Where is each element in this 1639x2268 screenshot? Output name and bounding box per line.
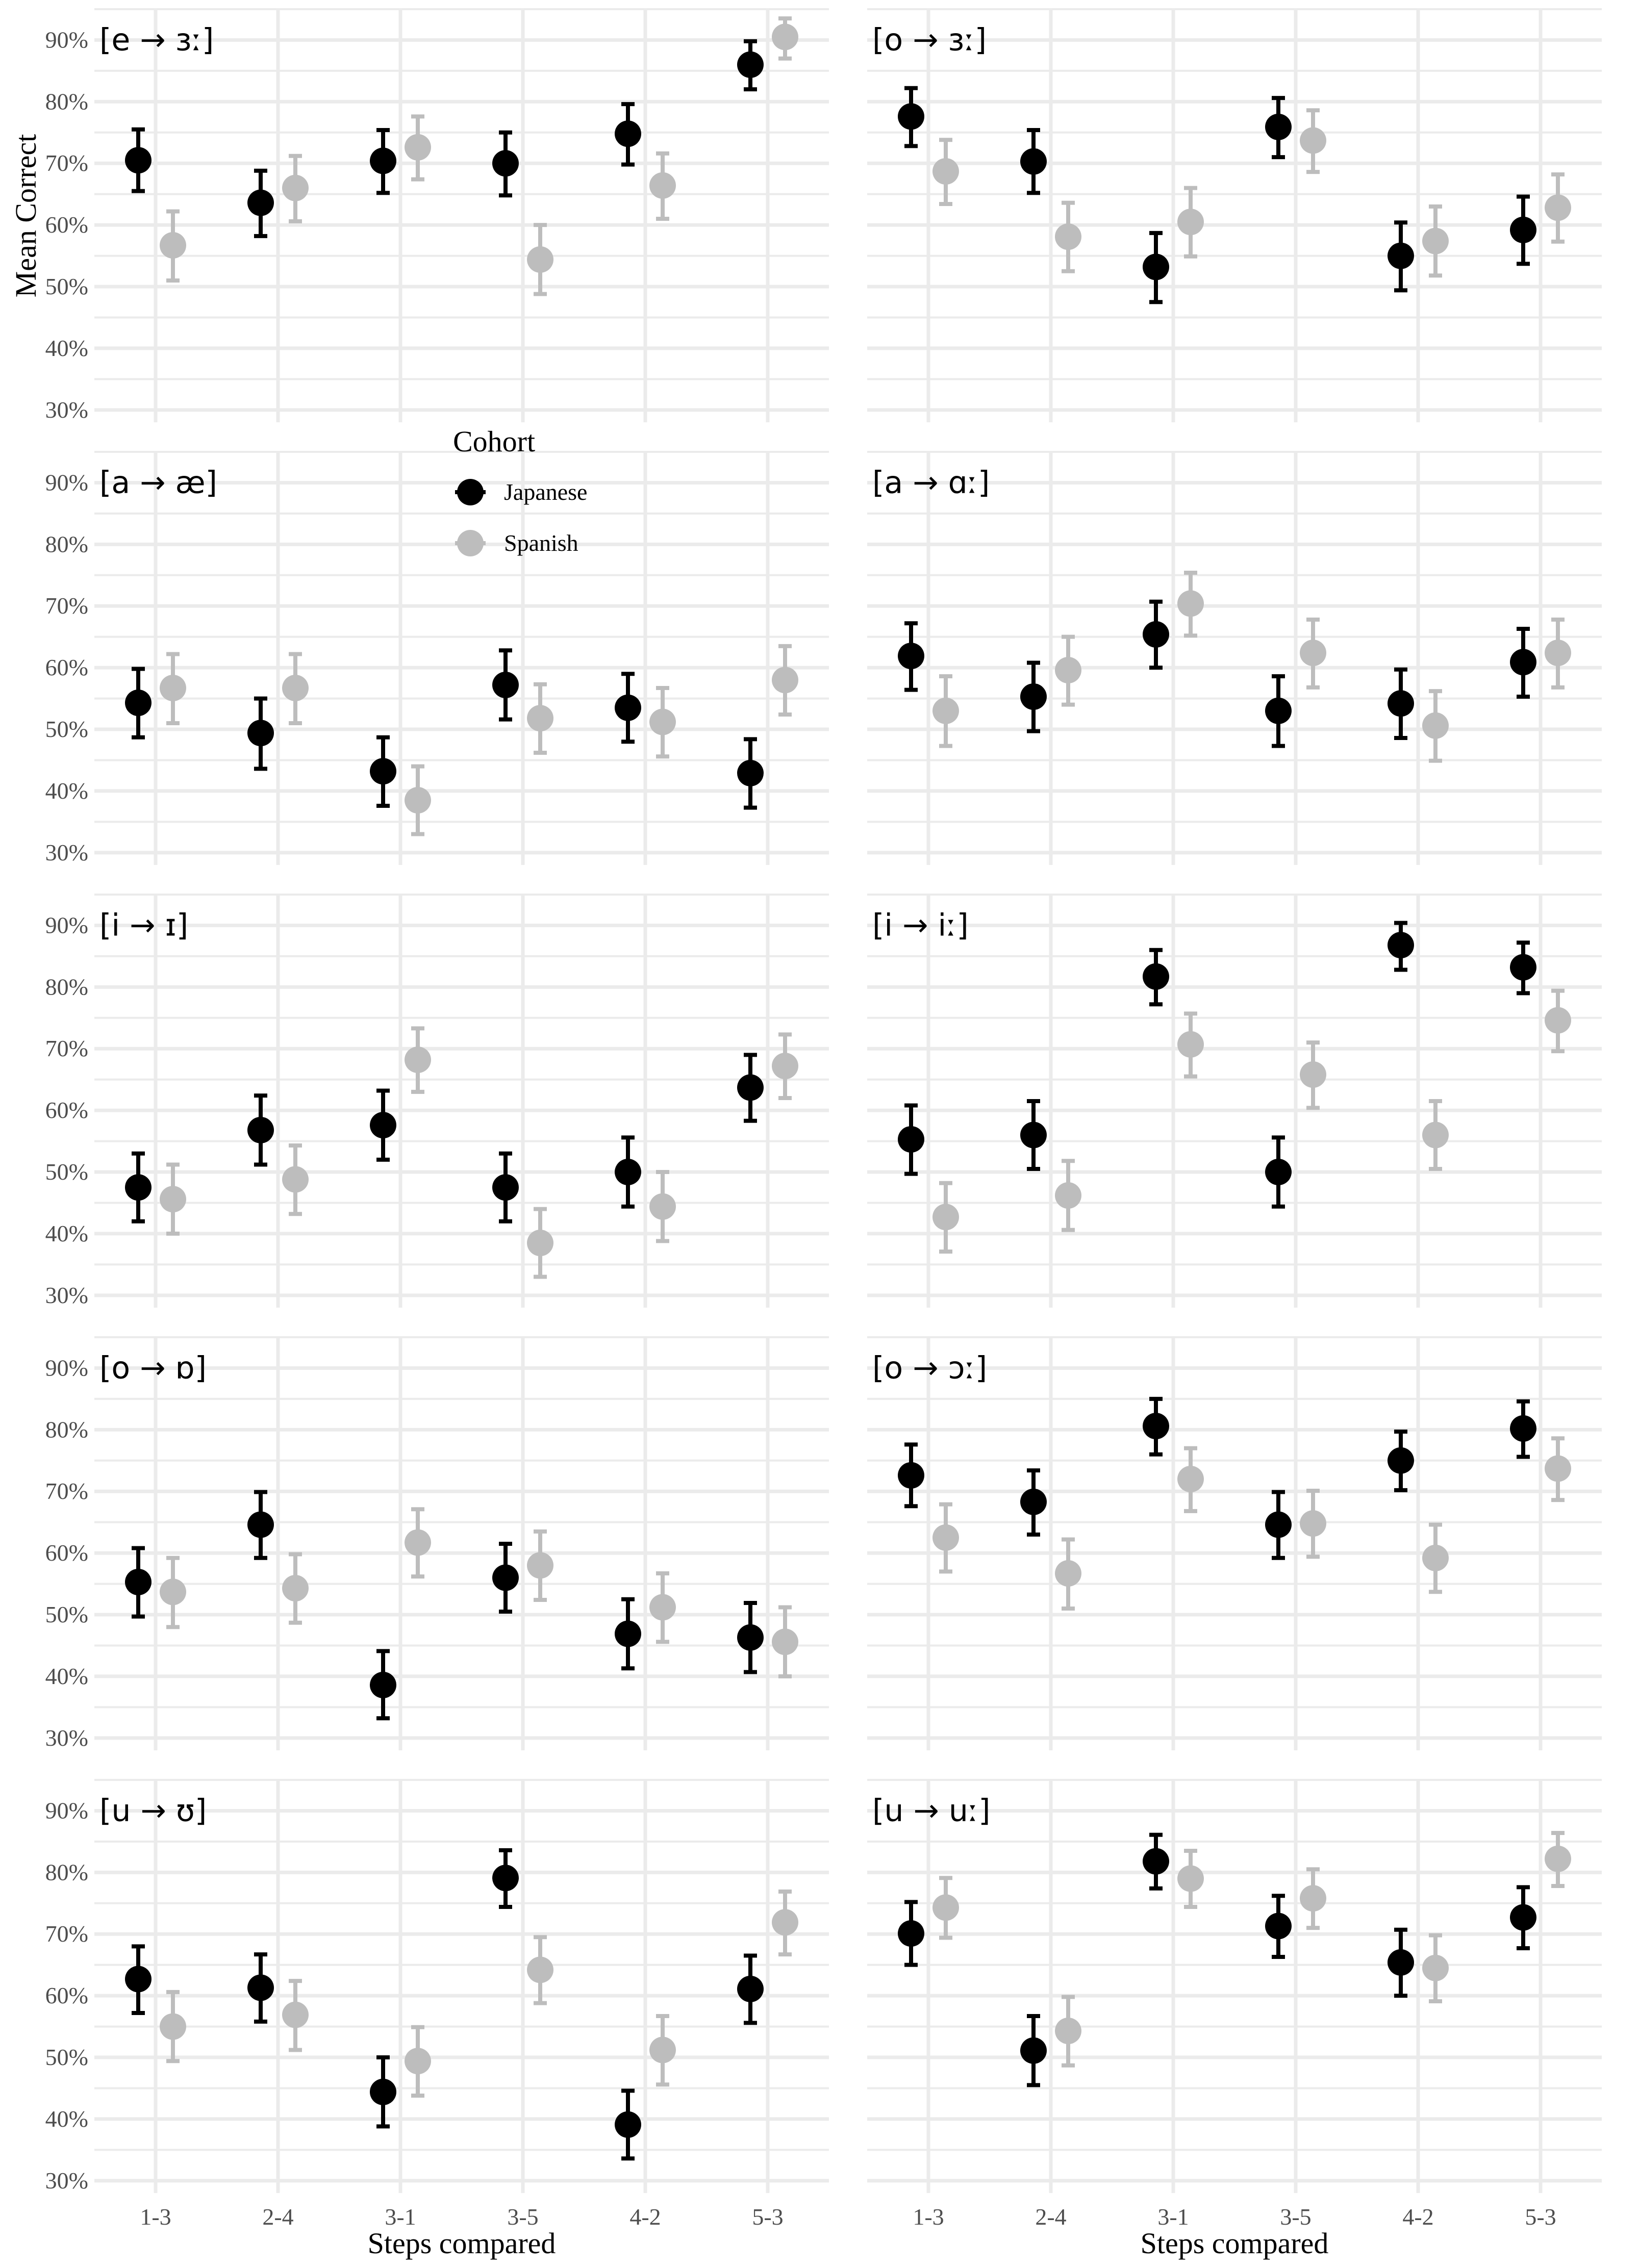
data-point — [125, 1174, 152, 1201]
x-tick-label: 5-3 — [1525, 2204, 1556, 2230]
data-point — [527, 1230, 553, 1256]
data-point — [247, 190, 274, 216]
data-point — [649, 1193, 676, 1220]
y-axis-title-group — [9, 134, 42, 297]
data-point — [1510, 1415, 1536, 1442]
data-point — [649, 172, 676, 199]
data-point — [527, 1552, 553, 1578]
data-point — [649, 1594, 676, 1621]
legend-label: Japanese — [504, 479, 588, 505]
y-tick-label: 50% — [45, 716, 88, 743]
data-point — [772, 1909, 798, 1935]
y-tick-label: 40% — [45, 335, 88, 361]
minor-gridlines — [94, 1337, 829, 1707]
facet-label: [u → uː] — [872, 1793, 991, 1829]
data-point — [1020, 1489, 1047, 1515]
y-tick-label: 80% — [45, 88, 88, 115]
data-point — [1055, 657, 1081, 683]
data-point — [898, 1920, 924, 1947]
minor-gridlines — [867, 895, 1602, 1264]
data-point — [615, 120, 641, 147]
facet-label: [i → ɪ] — [99, 907, 189, 944]
data-point — [1422, 1122, 1449, 1148]
y-tick-label: 50% — [45, 1601, 88, 1628]
x-axis-title: Steps compared — [1140, 2227, 1329, 2260]
facet-label: [o → ɜː] — [872, 22, 987, 58]
facet-label: [u → ʊ] — [99, 1793, 207, 1829]
data-point — [405, 1047, 431, 1073]
data-point — [282, 675, 309, 701]
data-point — [1177, 1031, 1204, 1058]
x-tick-label: 2-4 — [1035, 2204, 1067, 2230]
data-point — [1265, 1512, 1292, 1538]
y-tick-label: 30% — [45, 1282, 88, 1308]
data-point — [898, 1126, 924, 1153]
facet-panel — [867, 1337, 1602, 1750]
data-point — [649, 2037, 676, 2063]
data-point — [1265, 698, 1292, 724]
facet-label: [e → ɜː] — [99, 22, 214, 58]
x-tick-label: 1-3 — [913, 2204, 944, 2230]
data-point — [737, 1074, 764, 1101]
y-tick-label: 40% — [45, 2105, 88, 2132]
x-tick-label: 5-3 — [752, 2204, 784, 2230]
minor-gridlines — [94, 9, 829, 379]
y-tick-label: 60% — [45, 1097, 88, 1124]
data-point — [1055, 1182, 1081, 1209]
facet-label: [a → ɑː] — [872, 465, 990, 501]
series-spanish — [160, 18, 798, 294]
legend — [453, 425, 587, 556]
data-point — [492, 1174, 519, 1201]
minor-gridlines — [867, 452, 1602, 822]
data-point — [160, 1578, 186, 1605]
y-tick-label: 40% — [45, 1220, 88, 1246]
data-point — [898, 643, 924, 669]
data-point — [282, 1166, 309, 1193]
y-tick-label: 80% — [45, 1416, 88, 1443]
data-point — [125, 1966, 152, 1992]
data-point — [772, 1628, 798, 1655]
data-point — [1143, 1848, 1169, 1875]
data-point — [1545, 640, 1571, 666]
data-point — [615, 1621, 641, 1647]
y-tick-label: 30% — [45, 1724, 88, 1751]
data-point — [1020, 148, 1047, 175]
data-point — [1510, 954, 1536, 981]
y-tick-label: 90% — [45, 1797, 88, 1824]
facet-label: [o → ɒ] — [99, 1350, 207, 1386]
data-point — [1388, 1447, 1414, 1474]
data-point — [370, 2079, 396, 2105]
series-japanese — [898, 923, 1536, 1207]
data-point — [932, 1204, 959, 1230]
series-japanese — [125, 1850, 764, 2158]
data-point — [1510, 217, 1536, 243]
data-point — [932, 158, 959, 185]
facet-panel — [867, 9, 1602, 422]
x-tick-label: 3-1 — [385, 2204, 416, 2230]
facet-panel — [867, 1780, 1602, 2230]
data-point — [1545, 194, 1571, 221]
data-point — [1388, 243, 1414, 269]
y-tick-label: 60% — [45, 212, 88, 238]
data-point — [615, 1159, 641, 1185]
x-tick-label: 3-5 — [1280, 2204, 1312, 2230]
data-point — [1300, 640, 1326, 666]
x-tick-label: 3-1 — [1157, 2204, 1189, 2230]
facet-panel — [45, 1780, 829, 2230]
y-tick-label: 50% — [45, 273, 88, 300]
data-point — [160, 2014, 186, 2040]
data-point — [932, 1524, 959, 1551]
x-tick-label: 2-4 — [262, 2204, 294, 2230]
data-point — [405, 1530, 431, 1556]
data-point — [1300, 1885, 1326, 1912]
minor-gridlines — [94, 1780, 829, 2150]
y-tick-label: 60% — [45, 1540, 88, 1566]
data-point — [1300, 128, 1326, 154]
data-point — [772, 1053, 798, 1079]
facet-panel — [867, 895, 1602, 1308]
x-tick-label: 1-3 — [140, 2204, 171, 2230]
data-point — [282, 1575, 309, 1601]
minor-gridlines — [867, 1337, 1602, 1707]
data-point — [1545, 1007, 1571, 1034]
data-point — [527, 705, 553, 731]
data-point — [370, 147, 396, 174]
series-spanish — [932, 991, 1571, 1252]
data-point — [1300, 1061, 1326, 1088]
data-point — [1177, 1466, 1204, 1492]
facet-panel — [45, 452, 829, 865]
data-point — [1422, 712, 1449, 739]
data-point — [527, 1956, 553, 1983]
data-point — [527, 246, 553, 273]
y-axis-title: Mean Correct — [9, 134, 42, 298]
data-point — [737, 760, 764, 786]
y-tick-label: 90% — [45, 27, 88, 53]
data-point — [247, 720, 274, 746]
data-point — [1545, 1456, 1571, 1482]
data-point — [898, 103, 924, 130]
facet-panel — [45, 895, 829, 1308]
data-point — [1300, 1510, 1326, 1537]
y-tick-label: 80% — [45, 531, 88, 557]
facet-panel — [867, 452, 1602, 865]
data-point — [1388, 932, 1414, 958]
y-tick-label: 30% — [45, 2167, 88, 2194]
data-point — [370, 1112, 396, 1138]
y-tick-label: 70% — [45, 1035, 88, 1062]
legend-title: Cohort — [453, 425, 536, 458]
data-point — [1143, 253, 1169, 280]
facet-label: [o → ɔː] — [872, 1350, 988, 1386]
facet-label: [i → iː] — [872, 907, 969, 944]
data-point — [405, 2048, 431, 2074]
data-point — [1388, 1949, 1414, 1976]
data-point — [492, 1564, 519, 1591]
y-tick-label: 70% — [45, 150, 88, 176]
facet-panels — [45, 9, 1602, 2230]
facet-panel — [45, 9, 829, 423]
data-point — [772, 23, 798, 50]
y-tick-label: 70% — [45, 1921, 88, 1947]
data-point — [125, 147, 152, 173]
data-point — [125, 1569, 152, 1595]
data-point — [160, 675, 186, 701]
y-tick-label: 30% — [45, 396, 88, 423]
y-tick-label: 80% — [45, 1859, 88, 1885]
data-point — [370, 758, 396, 784]
legend-entry — [455, 530, 578, 556]
y-tick-label: 60% — [45, 1982, 88, 2009]
data-point — [1265, 114, 1292, 140]
data-point — [405, 787, 431, 813]
legend-key-point — [457, 530, 484, 556]
data-point — [247, 1512, 274, 1538]
data-point — [282, 2002, 309, 2028]
data-point — [1422, 228, 1449, 254]
y-tick-label: 90% — [45, 1355, 88, 1381]
data-point — [1510, 649, 1536, 675]
minor-gridlines — [867, 9, 1602, 379]
data-point — [370, 1672, 396, 1698]
data-point — [282, 175, 309, 201]
data-point — [737, 52, 764, 78]
x-tick-label: 4-2 — [1402, 2204, 1434, 2230]
data-point — [1265, 1159, 1292, 1185]
y-tick-label: 30% — [45, 839, 88, 865]
y-tick-label: 50% — [45, 1159, 88, 1185]
data-point — [1055, 2018, 1081, 2044]
data-point — [1055, 1560, 1081, 1587]
x-tick-label: 4-2 — [629, 2204, 661, 2230]
data-point — [247, 1117, 274, 1143]
legend-label: Spanish — [504, 530, 578, 556]
data-point — [1020, 2037, 1047, 2064]
data-point — [1143, 1413, 1169, 1439]
data-point — [737, 1624, 764, 1651]
minor-gridlines — [867, 1780, 1602, 2150]
y-tick-label: 60% — [45, 654, 88, 681]
minor-gridlines — [94, 895, 829, 1264]
legend-entry — [455, 479, 587, 505]
data-point — [125, 690, 152, 716]
data-point — [405, 134, 431, 161]
data-point — [492, 1865, 519, 1891]
data-point — [1388, 690, 1414, 717]
data-point — [1177, 1865, 1204, 1892]
data-point — [492, 672, 519, 698]
data-point — [1177, 590, 1204, 617]
data-point — [160, 232, 186, 259]
y-tick-label: 40% — [45, 1663, 88, 1689]
data-point — [1177, 209, 1204, 235]
facet-panel — [45, 1337, 829, 1751]
data-point — [1422, 1955, 1449, 1981]
y-tick-label: 80% — [45, 974, 88, 1000]
y-tick-label: 70% — [45, 593, 88, 619]
series-spanish — [160, 1028, 798, 1277]
series-spanish — [932, 1833, 1571, 2066]
y-tick-label: 40% — [45, 777, 88, 804]
data-point — [898, 1462, 924, 1489]
x-axis-titles — [368, 2227, 1329, 2260]
data-point — [932, 1894, 959, 1921]
data-point — [1143, 621, 1169, 648]
y-tick-label: 70% — [45, 1478, 88, 1505]
data-point — [932, 698, 959, 724]
data-point — [1265, 1913, 1292, 1940]
y-tick-label: 90% — [45, 912, 88, 938]
data-point — [737, 1976, 764, 2002]
data-point — [492, 150, 519, 176]
data-point — [1143, 963, 1169, 990]
data-point — [649, 709, 676, 735]
data-point — [615, 695, 641, 721]
data-point — [1055, 223, 1081, 250]
data-point — [160, 1186, 186, 1212]
x-tick-label: 3-5 — [507, 2204, 539, 2230]
data-point — [1020, 1122, 1047, 1148]
data-point — [1422, 1545, 1449, 1571]
series-japanese — [898, 1399, 1536, 1558]
y-tick-label: 90% — [45, 469, 88, 496]
data-point — [1020, 683, 1047, 710]
data-point — [247, 1974, 274, 2001]
minor-gridlines — [94, 452, 829, 822]
y-tick-label: 50% — [45, 2044, 88, 2071]
x-axis-title: Steps compared — [367, 2227, 556, 2260]
facet-label: [a → æ] — [99, 465, 217, 501]
legend-key-point — [457, 479, 484, 505]
data-point — [615, 2111, 641, 2138]
data-point — [1545, 1846, 1571, 1872]
data-point — [1510, 1904, 1536, 1931]
data-point — [772, 667, 798, 693]
